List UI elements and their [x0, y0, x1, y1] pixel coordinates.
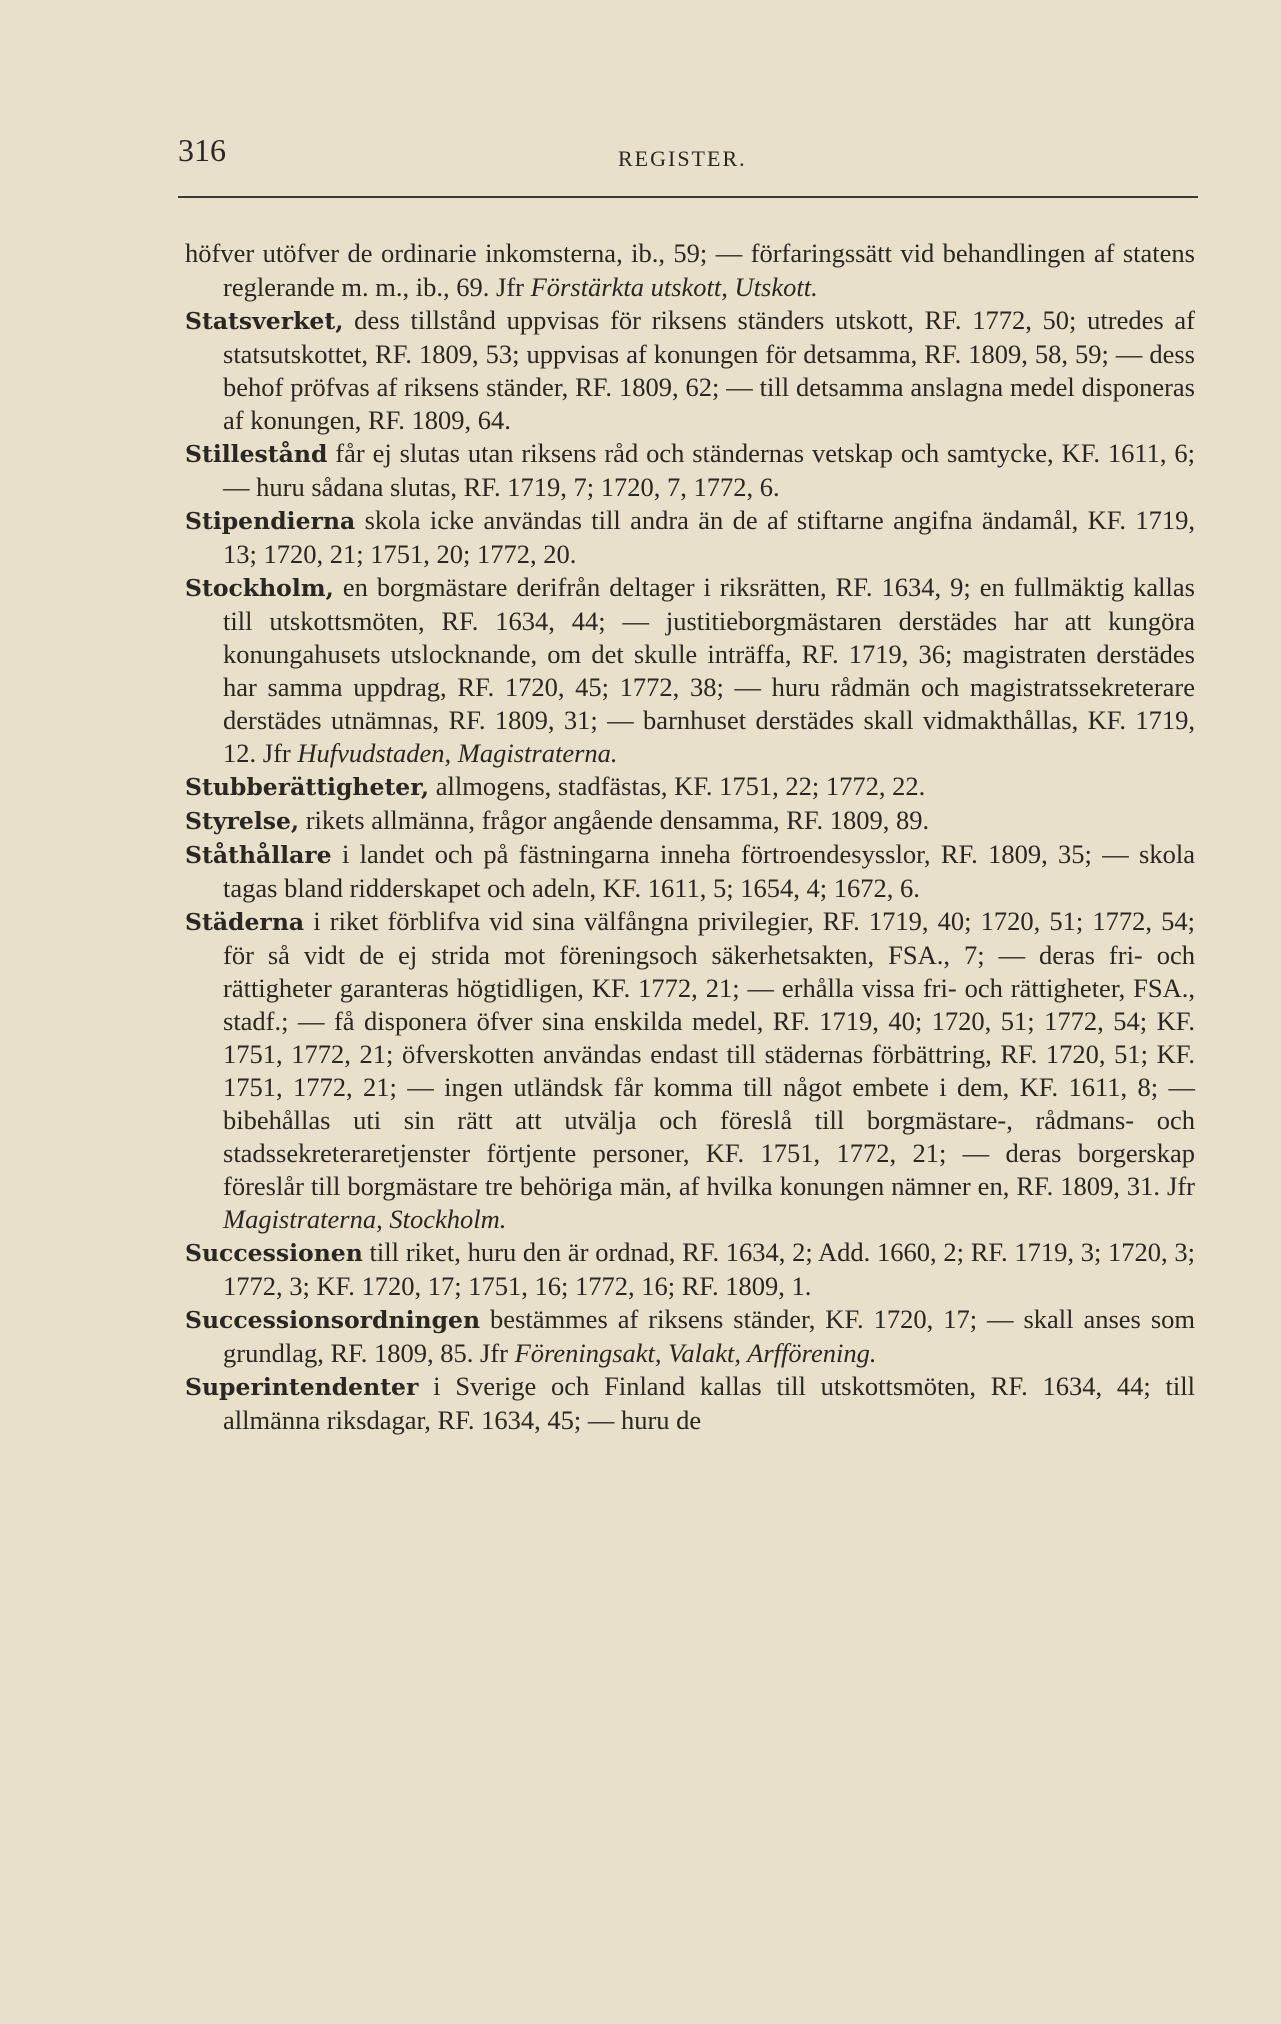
register-entries: [185, 237, 1195, 1437]
entry-headword: Stubberättigheter,: [185, 773, 430, 801]
entry-cross-reference: Föreningsakt, Valakt, Arfförening.: [514, 1338, 877, 1368]
entry-headword: Ståthållare: [185, 841, 332, 869]
register-entry: [185, 571, 1195, 770]
entry-headword: Stipendierna: [185, 507, 356, 535]
entry-text: till riket, huru den är ordnad, RF. 1634, 2; Add. 1660, 2; RF. 1719, 3; 1720, 3; 1772, 3; KF. 1720, 17; 1751, 16; 1772, 16; RF. 1809, 1.: [223, 1237, 1195, 1301]
entry-headword: Successionen: [185, 1239, 363, 1267]
entry-headword: Styrelse,: [185, 807, 300, 835]
entry-headword: Statsverket,: [185, 307, 344, 335]
entry-headword: Stockholm,: [185, 574, 334, 602]
entry-text: i riket förblifva vid sina välfångna privilegier, RF. 1719, 40; 1720, 51; 1772, 54; för så vidt de ej strida mot föreningsoch säkerhetsakten, FSA., 7; — deras fri- och rättigheter garanteras högtidligen, KF. 1772, 21; — erhålla vissa fri- och rättigheter, FSA., stadf.; — få disponera öfver sina enskilda medel, RF. 1719, 40; 1720, 51; 1772, 54; KF. 1751, 1772, 21; öfverskotten användas endast till städernas förbättring, RF. 1720, 51; KF. 1751, 1772, 21; — ingen utländsk får komma till något embete i dem, KF. 1611, 8; — bibehållas uti sin rätt att utvälja och föreslå till borgmästare-, rådmans- och stadssekreteraretjenster förtjente personer, KF. 1751, 1772, 21; — deras borgerskap föreslår till borgmästare tre behöriga män, af hvilka konungen nämner en, RF. 1809, 31. Jfr: [223, 906, 1195, 1201]
register-entry: [185, 905, 1195, 1236]
entry-text: en borgmästare derifrån deltager i riksrätten, RF. 1634, 9; en fullmäktig kallas till utskottsmöten, RF. 1634, 44; — justitieborgmästaren derstädes har att kungöra konungahusets utslocknande, om det skulle inträffa, RF. 1719, 36; magistraten derstädes har samma uppdrag, RF. 1720, 45; 1772, 38; — huru rådmän och magistratssekreterare derstädes utnämnas, RF. 1809, 31; — barnhuset derstädes skall vidmakthållas, KF. 1719, 12. Jfr: [223, 572, 1195, 768]
entry-text: rikets allmänna, frågor angående densamma, RF. 1809, 89.: [299, 805, 930, 835]
entry-text: skola icke användas till andra än de af stiftarne angifna ändamål, KF. 1719, 13; 1720, 21; 1751, 20; 1772, 20.: [223, 505, 1195, 569]
page-number: 316: [178, 132, 226, 168]
entry-text: allmogens, stadfästas, KF. 1751, 22; 1772, 22.: [429, 771, 926, 801]
register-entry: [185, 1236, 1195, 1303]
entry-headword: Städerna: [185, 908, 305, 936]
entry-text: i Sverige och Finland kallas till utskottsmöten, RF. 1634, 44; till allmänna riksdagar, RF. 1634, 45; — huru de: [223, 1371, 1195, 1435]
register-entry: [185, 1370, 1195, 1437]
register-entry: [185, 1303, 1195, 1370]
register-entry: [185, 237, 1195, 304]
entry-text: bestämmes af riksens ständer, KF. 1720, 17; — skall anses som grundlag, RF. 1809, 85. Jfr: [223, 1304, 1195, 1368]
header-rule: [178, 196, 1198, 198]
register-entry: [185, 504, 1195, 571]
entry-headword: Superintendenter: [185, 1373, 419, 1401]
register-entry: [185, 804, 1195, 838]
running-head: REGISTER.: [618, 146, 747, 171]
register-entry: [185, 437, 1195, 504]
register-entry: [185, 838, 1195, 905]
entry-cross-reference: Hufvudstaden, Magistraterna.: [297, 738, 618, 768]
entry-headword: Stillestånd: [185, 440, 328, 468]
entry-cross-reference: Förstärkta utskott, Utskott.: [530, 272, 818, 302]
page-header: [178, 132, 1198, 182]
entry-cross-reference: Magistraterna, Stockholm.: [223, 1204, 507, 1234]
entry-headword: Successionsordningen: [185, 1306, 481, 1334]
register-entry: [185, 770, 1195, 804]
entry-text: dess tillstånd uppvisas för riksens ständers utskott, RF. 1772, 50; utredes af statsutskottet, RF. 1809, 53; uppvisas af konungen för detsamma, RF. 1809, 58, 59; — dess behof pröfvas af riksens ständer, RF. 1809, 62; — till detsamma anslagna medel disponeras af konungen, RF. 1809, 64.: [223, 305, 1195, 435]
entry-text: höfver utöfver de ordinarie inkomsterna, ib., 59; — förfaringssätt vid behandlingen af statens reglerande m. m., ib., 69. Jfr: [185, 238, 1195, 302]
entry-text: får ej slutas utan riksens råd och ständernas vetskap och samtycke, KF. 1611, 6; — huru sådana slutas, RF. 1719, 7; 1720, 7, 1772, 6.: [223, 438, 1195, 502]
entry-text: i landet och på fästningarna inneha förtroendesysslor, RF. 1809, 35; — skola tagas bland ridderskapet och adeln, KF. 1611, 5; 1654, 4; 1672, 6.: [223, 839, 1195, 903]
register-entry: [185, 304, 1195, 437]
